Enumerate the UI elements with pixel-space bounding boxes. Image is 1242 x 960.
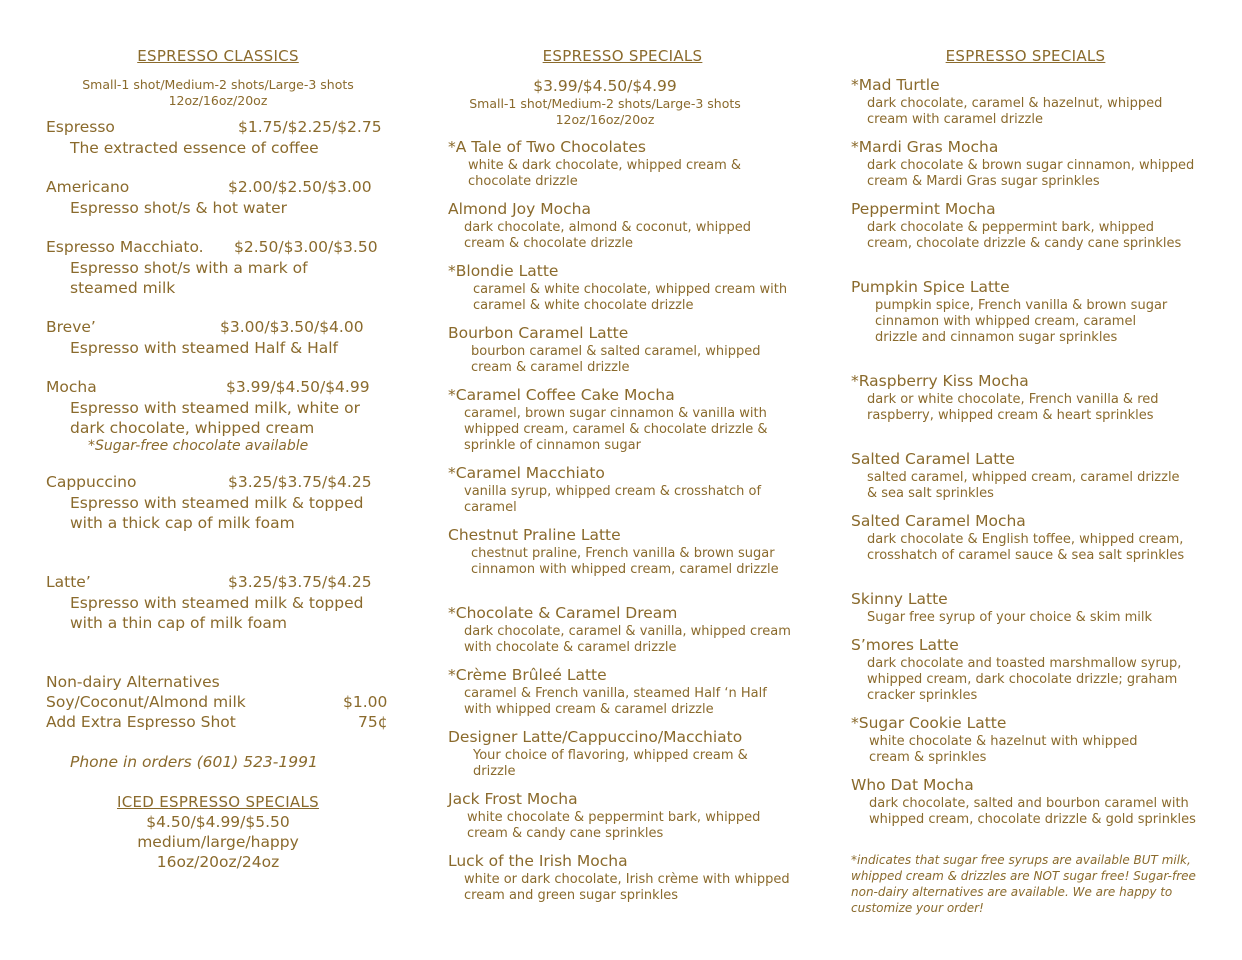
item-name: *Caramel Coffee Cake Mocha (448, 386, 675, 404)
iced-sizes: medium/large/happy (137, 833, 299, 851)
item-desc: Espresso with steamed milk & topped with a thin cap of milk foam (70, 594, 364, 632)
item-name: Breve’ (46, 318, 96, 336)
item-name: Americano (46, 178, 130, 196)
item-desc: dark or white chocolate, French vanilla & red raspberry, whipped cream & heart sprinkles (867, 392, 1159, 423)
item-name: Jack Frost Mocha (448, 790, 578, 808)
item-name: Cappuccino (46, 473, 137, 491)
iced-prices: $4.50/$4.99/$5.50 (146, 813, 290, 831)
item-name: Latte’ (46, 573, 91, 591)
alternative-price: $1.00 (343, 693, 388, 711)
item-price: $3.25/$3.75/$4.25 (228, 573, 372, 591)
item-name: *Raspberry Kiss Mocha (851, 372, 1029, 390)
item-name: *Mad Turtle (851, 76, 940, 94)
item-desc: Espresso with steamed Half & Half (70, 339, 339, 357)
item-price: $1.75/$2.25/$2.75 (238, 118, 382, 136)
item-desc: dark chocolate & English toffee, whipped cream, crosshatch of caramel sauce & sea salt sprinkles (867, 532, 1185, 563)
item-desc: vanilla syrup, whipped cream & crosshatch of caramel (464, 484, 762, 515)
specials-heading: ESPRESSO SPECIALS (542, 47, 703, 65)
item-desc: dark chocolate and toasted marshmallow syrup, whipped cream, dark chocolate drizzle; graham cracker sprinkles (867, 656, 1182, 703)
item-name: Mocha (46, 378, 97, 396)
item-name: Luck of the Irish Mocha (448, 852, 628, 870)
item-desc: dark chocolate, caramel & vanilla, whipped cream with chocolate & caramel drizzle (464, 624, 791, 655)
item-desc: white chocolate & hazelnut with whipped cream & sprinkles (869, 734, 1138, 765)
sugar-free-footnote: *indicates that sugar free syrups are available BUT milk, whipped cream & drizzles are NOT sugar free! Sugar-free non-dairy alternatives are available. We are happy to customize your order! (851, 853, 1196, 915)
item-desc: Espresso shot/s & hot water (70, 199, 288, 217)
specials-ounces: 12oz/16oz/20oz (555, 112, 655, 127)
item-name: *Mardi Gras Mocha (851, 138, 999, 156)
item-name: Almond Joy Mocha (448, 200, 591, 218)
alternatives-title: Non-dairy Alternatives (46, 673, 220, 691)
item-price: $3.00/$3.50/$4.00 (220, 318, 364, 336)
item-name: Chestnut Praline Latte (448, 526, 621, 544)
classics-sizes: Small-1 shot/Medium-2 shots/Large-3 shots (82, 77, 354, 92)
item-name: *Caramel Macchiato (448, 464, 605, 482)
item-desc: bourbon caramel & salted caramel, whipped cream & caramel drizzle (471, 344, 761, 375)
item-name: Salted Caramel Latte (851, 450, 1015, 468)
item-name: Designer Latte/Cappuccino/Macchiato (448, 728, 743, 746)
item-desc: dark chocolate, salted and bourbon caramel with whipped cream, chocolate drizzle & gold sprinkles (869, 796, 1196, 827)
alternative-label: Add Extra Espresso Shot (46, 713, 236, 731)
item-name: S’mores Latte (851, 636, 959, 654)
item-desc: salted caramel, whipped cream, caramel drizzle & sea salt sprinkles (867, 470, 1180, 501)
item-price: $2.50/$3.00/$3.50 (234, 238, 378, 256)
item-price: $3.99/$4.50/$4.99 (226, 378, 370, 396)
item-desc: dark chocolate & brown sugar cinnamon, whipped cream & Mardi Gras sugar sprinkles (867, 158, 1195, 189)
item-note: *Sugar-free chocolate available (88, 438, 309, 454)
item-name: *Crème Brûleé Latte (448, 666, 607, 684)
item-price: $3.25/$3.75/$4.25 (228, 473, 372, 491)
item-desc: dark chocolate, almond & coconut, whipped cream & chocolate drizzle (464, 220, 751, 251)
item-name: Salted Caramel Mocha (851, 512, 1026, 530)
item-name: *A Tale of Two Chocolates (448, 138, 646, 156)
item-desc: Sugar free syrup of your choice & skim milk (867, 610, 1153, 625)
item-desc: Espresso with steamed milk, white or dark chocolate, whipped cream (70, 399, 360, 437)
item-name: *Sugar Cookie Latte (851, 714, 1007, 732)
item-desc: caramel & French vanilla, steamed Half ‘n Half with whipped cream & caramel drizzle (464, 686, 767, 717)
item-name: *Blondie Latte (448, 262, 559, 280)
specials-sizes: Small-1 shot/Medium-2 shots/Large-3 shots (469, 96, 741, 111)
item-name: *Chocolate & Caramel Dream (448, 604, 678, 622)
iced-ounces: 16oz/20oz/24oz (156, 853, 280, 871)
item-desc: dark chocolate & peppermint bark, whipped cream, chocolate drizzle & candy cane sprinkles (867, 220, 1182, 251)
alternative-price: 75¢ (358, 713, 388, 731)
item-desc: white or dark chocolate, Irish crème with whipped cream and green sugar sprinkles (464, 872, 790, 903)
item-name: Espresso Macchiato. (46, 238, 204, 256)
classics-ounces: 12oz/16oz/20oz (168, 93, 268, 108)
classics-heading: ESPRESSO CLASSICS (137, 47, 299, 65)
iced-heading: ICED ESPRESSO SPECIALS (117, 793, 319, 811)
item-desc: white chocolate & peppermint bark, whipped cream & candy cane sprinkles (467, 810, 761, 841)
item-desc: dark chocolate, caramel & hazelnut, whipped cream with caramel drizzle (867, 96, 1163, 127)
item-name: Espresso (46, 118, 115, 136)
phone-orders: Phone in orders (601) 523-1991 (70, 753, 318, 771)
item-desc: caramel, brown sugar cinnamon & vanilla with whipped cream, caramel & chocolate drizzle & sprinkle of cinnamon sugar (464, 406, 768, 453)
item-name: Who Dat Mocha (851, 776, 974, 794)
item-desc: chestnut praline, French vanilla & brown sugar cinnamon with whipped cream, caramel drizzle (471, 546, 779, 577)
item-desc: Your choice of flavoring, whipped cream & drizzle (473, 748, 748, 779)
item-desc: pumpkin spice, French vanilla & brown sugar cinnamon with whipped cream, caramel drizzle and cinnamon sugar sprinkles (875, 298, 1168, 345)
item-desc: caramel & white chocolate, whipped cream with caramel & white chocolate drizzle (473, 282, 788, 313)
specials-price: $3.99/$4.50/$4.99 (533, 77, 677, 95)
item-name: Pumpkin Spice Latte (851, 278, 1010, 296)
item-name: Bourbon Caramel Latte (448, 324, 629, 342)
item-desc: Espresso shot/s with a mark of steamed milk (70, 259, 308, 297)
item-name: Skinny Latte (851, 590, 948, 608)
item-desc: white & dark chocolate, whipped cream & chocolate drizzle (468, 158, 742, 189)
item-desc: Espresso with steamed milk & topped with a thick cap of milk foam (70, 494, 364, 532)
item-desc: The extracted essence of coffee (70, 139, 319, 157)
item-price: $2.00/$2.50/$3.00 (228, 178, 372, 196)
specials-heading: ESPRESSO SPECIALS (945, 47, 1106, 65)
item-name: Peppermint Mocha (851, 200, 996, 218)
alternative-label: Soy/Coconut/Almond milk (46, 693, 246, 711)
